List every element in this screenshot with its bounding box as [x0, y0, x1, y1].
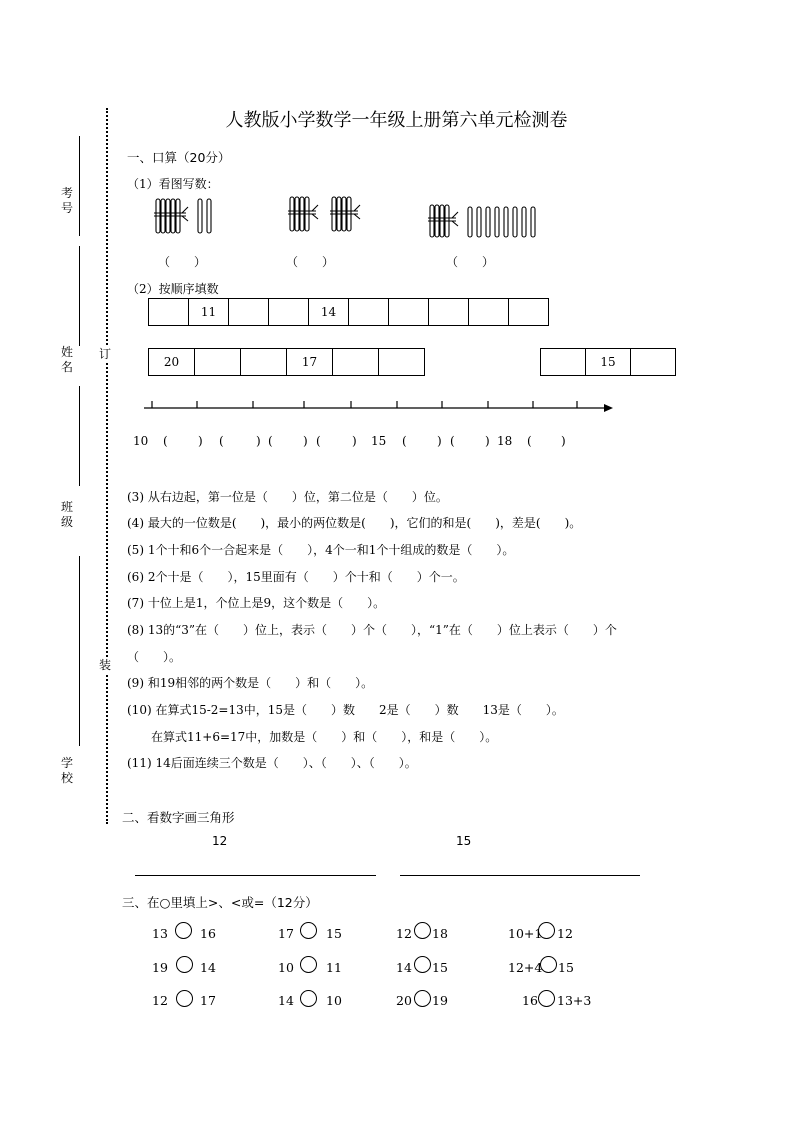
sequence-cell[interactable] [240, 348, 287, 376]
compare-left: 13 [152, 926, 168, 941]
question-11: (11) 14后面连续三个数是（ ）、（ ）、（ ）。 [127, 756, 417, 770]
tick-label: 18 [497, 434, 513, 448]
question-9: (9) 和19相邻的两个数是（ ）和（ ）。 [127, 676, 374, 690]
sequence-cell[interactable]: 15 [585, 348, 631, 376]
question-5: (5) 1个十和6个一合起来是（ ），4个一和1个十组成的数是（ ）。 [127, 543, 515, 557]
question-8-continued: （ ）。 [127, 650, 182, 664]
margin-line [79, 556, 80, 746]
single-sticks-icon [468, 207, 535, 237]
compare-right: 11 [326, 960, 342, 975]
q1-answer-blank[interactable]: （ ） [157, 255, 206, 269]
compare-circle[interactable] [176, 956, 193, 973]
compare-right: 17 [200, 993, 216, 1008]
sequence-cell[interactable] [630, 348, 676, 376]
question-6: (6) 2个十是（ ），15里面有（ ）个十和（ ）个一。 [127, 570, 465, 584]
sequence-cell[interactable]: 20 [148, 348, 195, 376]
binding-ding [98, 347, 112, 362]
compare-circle[interactable] [538, 922, 555, 939]
label-text: 学校 [60, 756, 73, 785]
q1-label: （1）看图写数： [127, 177, 219, 191]
compare-circle[interactable] [175, 922, 192, 939]
triangle-number: 12 [212, 834, 228, 848]
compare-right: 15 [326, 926, 342, 941]
sequence-cell[interactable] [508, 298, 549, 326]
compare-right: 16 [200, 926, 216, 941]
sequence-cell[interactable] [194, 348, 241, 376]
blank-close[interactable]: ) [561, 434, 566, 448]
compare-circle[interactable] [176, 990, 193, 1007]
sequence-cell[interactable] [148, 298, 189, 326]
compare-circle[interactable] [300, 922, 317, 939]
sequence-cell[interactable] [348, 298, 389, 326]
tick-label: 10 [133, 434, 149, 448]
question-10: (10) 在算式15-2=13中，15是（ ）数 2是（ ）数 13是（ ）。 [127, 703, 564, 717]
compare-right: 14 [200, 960, 216, 975]
compare-circle[interactable] [538, 990, 555, 1007]
blank-close[interactable]: ) [485, 434, 490, 448]
section3-heading: 三、在○里填上>、<或=（12分） [122, 895, 318, 910]
sequence-cell[interactable] [378, 348, 425, 376]
label-class [60, 500, 74, 530]
blank-close[interactable]: ) [352, 434, 357, 448]
bundle-icon [288, 197, 318, 231]
sequence-cell[interactable] [228, 298, 269, 326]
triangle-number: 15 [456, 834, 472, 848]
sequence-cell[interactable]: 11 [188, 298, 229, 326]
blank-close[interactable]: ) [437, 434, 442, 448]
blank-close[interactable]: ) [198, 434, 203, 448]
binding-zhuang [98, 658, 112, 673]
blank-open[interactable]: ( [316, 434, 321, 448]
label-name [60, 345, 74, 375]
compare-circle[interactable] [414, 922, 431, 939]
question-3: (3) 从右边起，第一位是（ ）位，第二位是（ ）位。 [127, 490, 448, 504]
sequence-cell[interactable] [468, 298, 509, 326]
sequence-cell[interactable]: 14 [308, 298, 349, 326]
label-text: 班级 [60, 500, 73, 529]
arrow-right-icon [604, 404, 613, 412]
blank-open[interactable]: ( [450, 434, 455, 448]
margin-line [79, 136, 80, 236]
compare-left: 10 [278, 960, 294, 975]
compare-right: 18 [432, 926, 448, 941]
margin-line [79, 246, 80, 346]
compare-circle[interactable] [414, 956, 431, 973]
margin-line [79, 386, 80, 486]
question-10-continued: 在算式11+6=17中，加数是（ ）和（ ），和是（ ）。 [127, 730, 498, 744]
compare-left: 12 [396, 926, 412, 941]
sequence-cell[interactable]: 17 [286, 348, 333, 376]
compare-right: 13+3 [557, 993, 592, 1008]
compare-left: 20 [396, 993, 412, 1008]
page-title: 人教版小学数学一年级上册第六单元检测卷 [225, 110, 568, 131]
number-line [140, 398, 620, 418]
compare-circle[interactable] [540, 956, 557, 973]
tick-label: 15 [371, 434, 387, 448]
binding-text: 装 [98, 658, 111, 672]
label-school [60, 756, 74, 786]
compare-left: 14 [396, 960, 412, 975]
blank-open[interactable]: ( [527, 434, 532, 448]
blank-open[interactable]: ( [163, 434, 168, 448]
compare-left: 10+1 [508, 926, 543, 941]
label-text: 考号 [60, 186, 73, 215]
cut-line [106, 108, 108, 824]
compare-right: 10 [326, 993, 342, 1008]
compare-left: 17 [278, 926, 294, 941]
q2-label: （2）按顺序填数 [127, 282, 219, 296]
bundle-icon [428, 205, 458, 237]
question-7: (7) 十位上是1，个位上是9，这个数是（ ）。 [127, 596, 386, 610]
sequence-cell[interactable] [540, 348, 586, 376]
blank-close[interactable]: ) [256, 434, 261, 448]
question-4: (4) 最大的一位数是( )，最小的两位数是( )，它们的和是( )，差是( )。 [127, 516, 582, 530]
compare-circle[interactable] [414, 990, 431, 1007]
sequence-cell[interactable] [428, 298, 469, 326]
single-sticks-icon [198, 199, 211, 233]
q1-answer-blank[interactable]: （ ） [445, 255, 494, 269]
bundle-icon [330, 197, 360, 231]
compare-circle[interactable] [300, 990, 317, 1007]
binding-text: 订 [98, 347, 111, 361]
compare-left: 16 [522, 993, 538, 1008]
drawing-line[interactable] [135, 875, 376, 876]
sequence-cell[interactable] [332, 348, 379, 376]
compare-right: 15 [558, 960, 574, 975]
compare-left: 19 [152, 960, 168, 975]
sequence-cell[interactable] [268, 298, 309, 326]
bundle-icon [154, 199, 188, 233]
compare-left: 12+4 [508, 960, 543, 975]
compare-circle[interactable] [300, 956, 317, 973]
compare-left: 14 [278, 993, 294, 1008]
section2-heading: 二、看数字画三角形 [122, 810, 235, 825]
sequence-cell[interactable] [388, 298, 429, 326]
compare-left: 12 [152, 993, 168, 1008]
drawing-line[interactable] [400, 875, 640, 876]
sequence-row-1 [149, 298, 549, 326]
sequence-row-2a [149, 348, 425, 376]
blank-open[interactable]: ( [402, 434, 407, 448]
q1-answer-blank[interactable]: （ ） [285, 255, 334, 269]
stick-bundle-picture [150, 196, 560, 240]
blank-close[interactable]: ) [303, 434, 308, 448]
label-student-id [60, 186, 74, 216]
compare-right: 12 [557, 926, 573, 941]
compare-right: 15 [432, 960, 448, 975]
section1-heading: 一、口算（20分） [127, 150, 231, 165]
compare-right: 19 [432, 993, 448, 1008]
question-8: (8) 13的“3”在（ ）位上，表示（ ）个（ ），“1”在（ ）位上表示（ ）个 [127, 623, 617, 637]
label-text: 姓名 [60, 345, 73, 374]
blank-open[interactable]: ( [268, 434, 273, 448]
blank-open[interactable]: ( [219, 434, 224, 448]
sequence-row-2b [541, 348, 676, 376]
